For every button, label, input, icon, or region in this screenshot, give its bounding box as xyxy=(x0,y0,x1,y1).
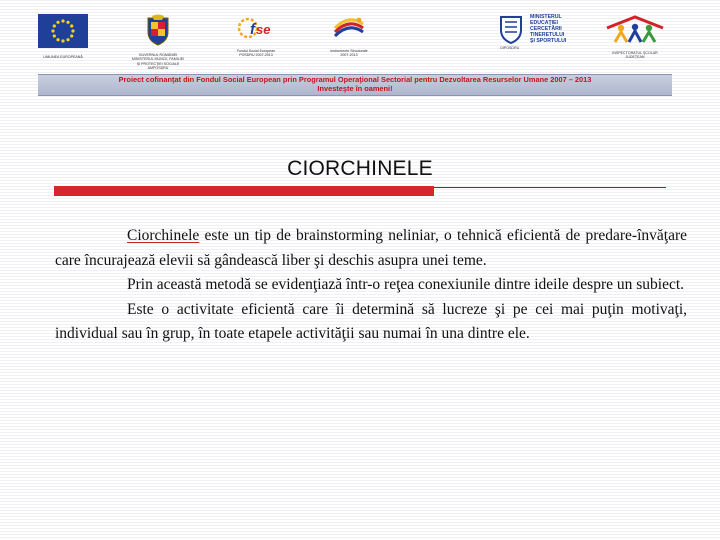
ministry-title-line: CERCETĂRII xyxy=(530,26,562,32)
paragraph-definition-text: este un tip de brainstorming neliniar, o tehnică eficientă de predare-învăţare care încurajează elevii să gândească liber şi deschis asupra unei teme. xyxy=(55,227,687,269)
ministry-logo xyxy=(498,14,582,50)
title-underline-line xyxy=(434,187,666,188)
logo-caption: OIPOSDRU xyxy=(500,46,520,50)
logo-caption: POSDRU 2007-2013 xyxy=(239,53,273,58)
logo-caption: Fondul Social European xyxy=(236,49,276,53)
fse-logo xyxy=(226,14,286,58)
logo-caption: 2007-2013 xyxy=(340,53,358,58)
logo-caption: AMPOSDRU xyxy=(147,65,169,70)
paragraph-method: Prin această metodă se evidenţiază într-o reţea conexiunile dintre ideile despre un subiect. xyxy=(127,276,685,293)
ministry-crest-icon xyxy=(498,14,524,44)
logo-caption: ŞI PROTECŢIEI SOCIALE xyxy=(136,61,180,66)
ministry-title-line: MINISTERUL xyxy=(530,14,562,20)
svg-text:se: se xyxy=(256,22,271,37)
logo-caption: GUVERNUL ROMÂNIEI xyxy=(138,53,178,57)
project-banner xyxy=(38,74,672,96)
fse-icon xyxy=(234,14,278,42)
logo-caption: Instrumente Structurale xyxy=(330,49,368,53)
body-text xyxy=(55,224,687,347)
school-figures-icon xyxy=(603,14,667,44)
keyword-ciorchinele: Ciorchinele xyxy=(127,227,200,244)
logo-caption: INSPECTORATUL ŞCOLAR xyxy=(612,51,658,55)
logo-strip xyxy=(0,14,720,70)
coat-of-arms-icon xyxy=(144,14,172,46)
ministry-title-line: TINERETULUI xyxy=(530,32,565,38)
isj-logo xyxy=(600,14,670,60)
government-logo xyxy=(128,14,188,70)
page-title: CIORCHINELE xyxy=(287,157,433,180)
banner-line-1: Proiect cofinanţat din Fondul Social European prin Programul Operaţional Sectorial pentru Dezvoltarea Resurselor Umane 2007 – 2013 xyxy=(118,75,592,84)
logo-caption: UNIUNEA EUROPEANĂ xyxy=(43,55,83,59)
instrumente-structurale-logo xyxy=(316,14,382,58)
logo-caption: MINISTERUL MUNCII, FAMILIEI xyxy=(131,57,185,62)
title-underline-bar xyxy=(54,186,434,196)
paragraph-definition xyxy=(55,224,687,273)
eu-flag-icon xyxy=(38,14,88,48)
paragraph-activity: Este o activitate eficientă care îi determină să lucreze şi pe cei mai puţin motivaţi, individual sau în grup, în toate etapele activităţii sau numai în una dintre ele. xyxy=(55,300,687,342)
swirl-icon xyxy=(329,14,369,42)
ministry-title-line: EDUCAŢIEI xyxy=(530,20,558,26)
eu-flag-logo xyxy=(37,14,89,59)
svg-text:f: f xyxy=(250,21,255,38)
logo-caption: JUDEŢEAN xyxy=(625,55,645,60)
banner-line-2: Investeşte în oameni! xyxy=(317,84,393,93)
ministry-title-line: ŞI SPORTULUI xyxy=(530,38,567,44)
